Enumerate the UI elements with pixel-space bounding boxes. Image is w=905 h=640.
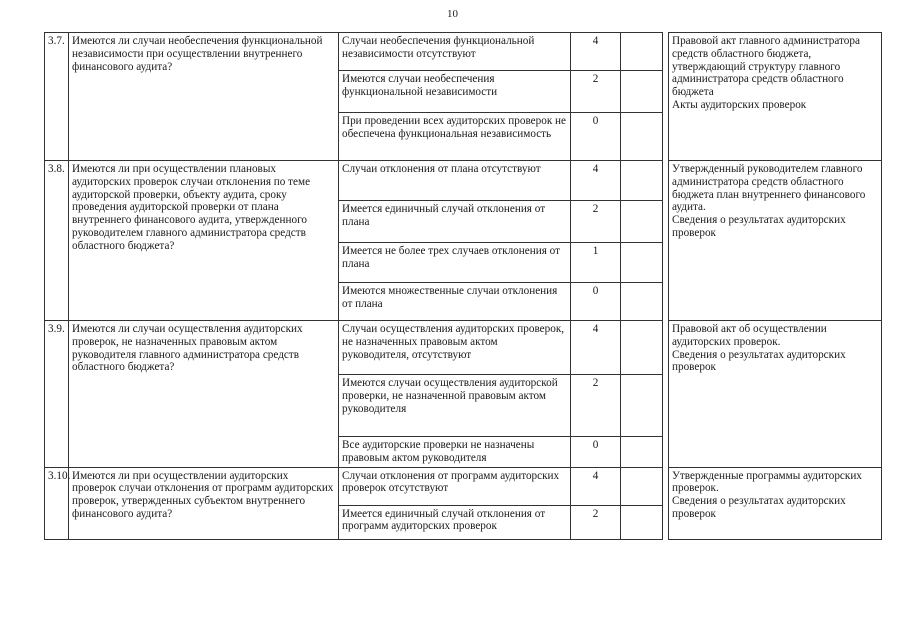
empty-cell bbox=[621, 201, 663, 243]
criterion-text: Имеются множественные случаи отклонения от плана bbox=[339, 283, 571, 321]
source-documents: Утвержденные программы аудиторских проверок. Сведения о результатах аудиторских проверок bbox=[669, 467, 882, 539]
score-value: 4 bbox=[571, 321, 621, 375]
score-value: 0 bbox=[571, 437, 621, 468]
score-value: 4 bbox=[571, 467, 621, 505]
question-text: Имеются ли при осуществлении плановых аудиторских проверок случаи отклонения по теме аудиторской проверки, объекту аудита, сроку проведения аудиторской проверки от плана внутреннего финансового аудита, утвержденного руководителем главного администратора средств областного бюджета? bbox=[69, 161, 339, 321]
score-value: 1 bbox=[571, 243, 621, 283]
empty-cell bbox=[621, 71, 663, 113]
section-number: 3.10. bbox=[45, 467, 69, 539]
score-value: 2 bbox=[571, 71, 621, 113]
empty-cell bbox=[621, 283, 663, 321]
empty-cell bbox=[621, 33, 663, 71]
criterion-text: Случаи осуществления аудиторских проверок, не назначенных правовым актом руководителя, отсутствуют bbox=[339, 321, 571, 375]
section-number: 3.7. bbox=[45, 33, 69, 161]
criterion-text: Случаи отклонения от плана отсутствуют bbox=[339, 161, 571, 201]
score-value: 2 bbox=[571, 201, 621, 243]
section-number: 3.8. bbox=[45, 161, 69, 321]
criterion-text: Имеется единичный случай отклонения от плана bbox=[339, 201, 571, 243]
question-text: Имеются ли при осуществлении аудиторских проверок случаи отклонения от программ аудиторских проверок, утвержденных субъектом внутреннего финансового аудита? bbox=[69, 467, 339, 539]
empty-cell bbox=[621, 505, 663, 539]
question-text: Имеются ли случаи осуществления аудиторских проверок, не назначенных правовым актом руководителя главного администратора средств областного бюджета? bbox=[69, 321, 339, 468]
assessment-table bbox=[44, 32, 882, 540]
criterion-text: Все аудиторские проверки не назначены правовым актом руководителя bbox=[339, 437, 571, 468]
criterion-text: Имеется не более трех случаев отклонения от плана bbox=[339, 243, 571, 283]
score-value: 2 bbox=[571, 505, 621, 539]
criterion-text: Случаи необеспечения функциональной независимости отсутствуют bbox=[339, 33, 571, 71]
empty-cell bbox=[621, 467, 663, 505]
question-text: Имеются ли случаи необеспечения функциональной независимости при осуществлении внутреннего финансового аудита? bbox=[69, 33, 339, 161]
empty-cell bbox=[621, 113, 663, 161]
criterion-text: Случаи отклонения от программ аудиторских проверок отсутствуют bbox=[339, 467, 571, 505]
page-number: 10 bbox=[447, 8, 458, 20]
table-row bbox=[45, 33, 882, 71]
empty-cell bbox=[621, 243, 663, 283]
score-value: 0 bbox=[571, 283, 621, 321]
criterion-text: Имеются случаи осуществления аудиторской проверки, не назначенной правовым актом руководителя bbox=[339, 375, 571, 437]
criterion-text: Имеются случаи необеспечения функциональной независимости bbox=[339, 71, 571, 113]
source-documents: Правовой акт об осуществлении аудиторских проверок. Сведения о результатах аудиторских проверок bbox=[669, 321, 882, 468]
score-value: 4 bbox=[571, 161, 621, 201]
table-row bbox=[45, 161, 882, 201]
score-value: 4 bbox=[571, 33, 621, 71]
source-documents: Утвержденный руководителем главного администратора средств областного бюджета план внутреннего финансового аудита. Сведения о результатах аудиторских проверок bbox=[669, 161, 882, 321]
empty-cell bbox=[621, 321, 663, 375]
criterion-text: Имеется единичный случай отклонения от программ аудиторских проверок bbox=[339, 505, 571, 539]
empty-cell bbox=[621, 375, 663, 437]
table-row bbox=[45, 321, 882, 375]
section-number: 3.9. bbox=[45, 321, 69, 468]
score-value: 0 bbox=[571, 113, 621, 161]
table-row bbox=[45, 467, 882, 505]
empty-cell bbox=[621, 437, 663, 468]
score-value: 2 bbox=[571, 375, 621, 437]
source-documents: Правовой акт главного администратора средств областного бюджета, утверждающий структуру главного администратора средств областного бюджета Акты аудиторских проверок bbox=[669, 33, 882, 161]
criterion-text: При проведении всех аудиторских проверок не обеспечена функциональная независимость bbox=[339, 113, 571, 161]
empty-cell bbox=[621, 161, 663, 201]
